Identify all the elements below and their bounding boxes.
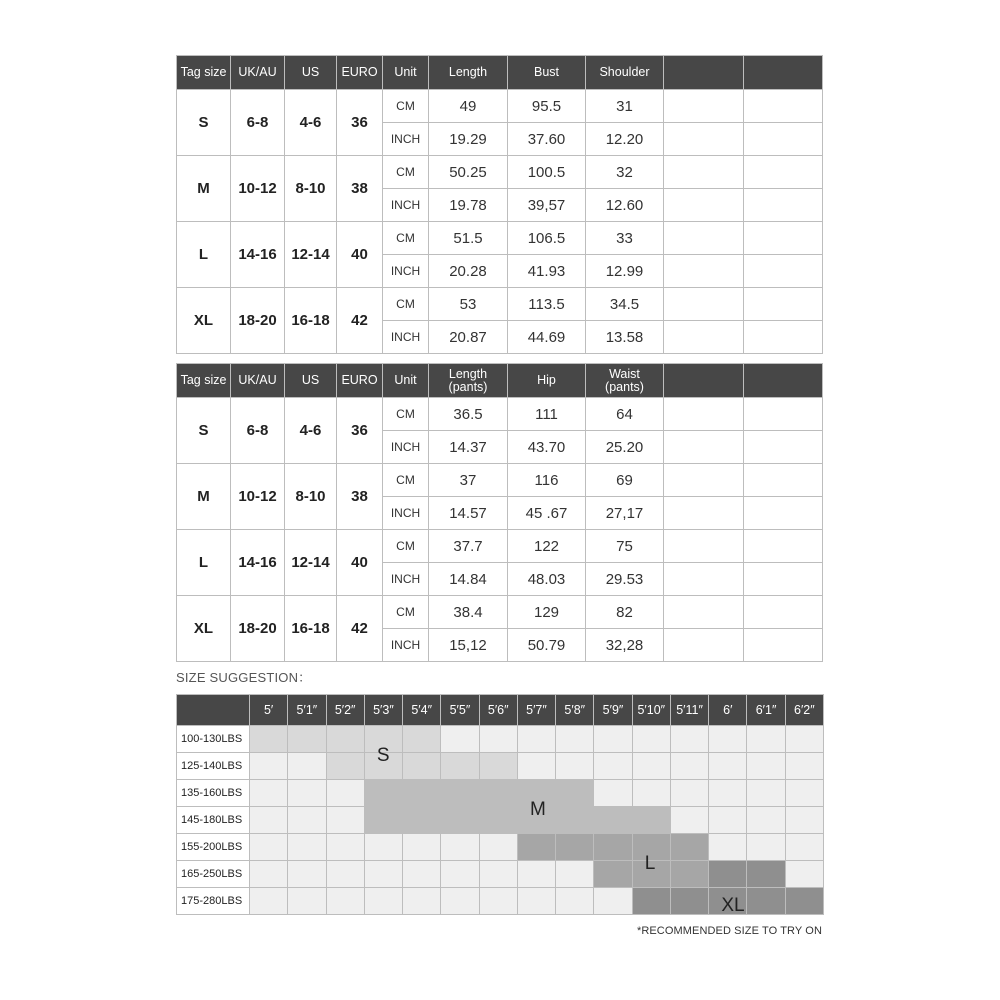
empty-cell <box>744 530 823 563</box>
empty-cell <box>664 530 744 563</box>
size-tag-cell: XL <box>177 288 231 354</box>
grid-cell <box>632 780 670 807</box>
height-header: 5′3″ <box>364 695 402 726</box>
grid-cell <box>785 861 823 888</box>
grid-cell <box>364 888 402 915</box>
grid-cell <box>709 753 747 780</box>
footnote: *RECOMMENDED SIZE TO TRY ON <box>636 925 822 937</box>
grid-cell <box>670 807 708 834</box>
empty-cell <box>664 222 744 255</box>
empty-cell <box>744 90 823 123</box>
column-header: Unit <box>383 56 429 90</box>
measurement-cell: 129 <box>508 596 586 629</box>
height-header: 5′5″ <box>441 695 479 726</box>
unit-cell: INCH <box>383 255 429 288</box>
grid-cell <box>556 888 594 915</box>
size-zone-m-cell <box>403 807 441 834</box>
table-row <box>177 464 823 497</box>
grid-cell <box>479 726 517 753</box>
size-tag-cell: L <box>177 222 231 288</box>
grid-cell <box>326 861 364 888</box>
grid-cell <box>250 888 288 915</box>
height-header: 5′1″ <box>288 695 326 726</box>
size-us-cell: 8-10 <box>285 156 337 222</box>
size-zone-s-cell <box>326 753 364 780</box>
grid-cell <box>709 807 747 834</box>
size-zone-xl-cell <box>785 888 823 915</box>
measurement-cell: 20.28 <box>429 255 508 288</box>
height-header: 6′ <box>709 695 747 726</box>
size-us-cell: 4-6 <box>285 90 337 156</box>
empty-cell <box>744 255 823 288</box>
table-row <box>177 90 823 123</box>
empty-cell <box>664 123 744 156</box>
measurement-cell: 14.37 <box>429 431 508 464</box>
measurement-cell: 51.5 <box>429 222 508 255</box>
empty-cell <box>744 189 823 222</box>
empty-cell <box>664 464 744 497</box>
grid-cell <box>364 861 402 888</box>
column-header <box>664 364 744 398</box>
grid-cell <box>709 834 747 861</box>
grid-cell <box>594 753 632 780</box>
measurement-cell: 20.87 <box>429 321 508 354</box>
empty-cell <box>664 288 744 321</box>
unit-cell: CM <box>383 156 429 189</box>
zone-label-s: S <box>376 745 390 767</box>
measurement-cell: 19.78 <box>429 189 508 222</box>
size-zone-s-cell <box>403 753 441 780</box>
grid-cell <box>288 861 326 888</box>
size-zone-m-cell <box>556 780 594 807</box>
height-header: 5′4″ <box>403 695 441 726</box>
measurement-cell: 95.5 <box>508 90 586 123</box>
measurement-cell: 25.20 <box>586 431 664 464</box>
corner-header <box>177 695 250 726</box>
height-header: 5′7″ <box>517 695 555 726</box>
height-header: 5′2″ <box>326 695 364 726</box>
size-zone-s-cell <box>326 726 364 753</box>
size-tag-cell: S <box>177 90 231 156</box>
grid-cell <box>747 834 785 861</box>
grid-cell <box>747 726 785 753</box>
size-uk-cell: 14-16 <box>231 530 285 596</box>
grid-cell <box>785 726 823 753</box>
column-header: Bust <box>508 56 586 90</box>
measurement-cell: 27,17 <box>586 497 664 530</box>
column-header <box>744 364 823 398</box>
size-zone-m-cell <box>632 807 670 834</box>
weight-label: 125-140LBS <box>177 753 250 780</box>
table-row <box>177 156 823 189</box>
empty-cell <box>744 563 823 596</box>
measurement-cell: 116 <box>508 464 586 497</box>
size-uk-cell: 6-8 <box>231 398 285 464</box>
grid-cell <box>479 888 517 915</box>
empty-cell <box>664 189 744 222</box>
height-header: 5′ <box>250 695 288 726</box>
grid-cell <box>709 726 747 753</box>
grid-cell <box>709 780 747 807</box>
size-zone-xl-cell <box>709 861 747 888</box>
empty-cell <box>744 222 823 255</box>
grid-cell <box>250 834 288 861</box>
empty-cell <box>744 464 823 497</box>
empty-cell <box>664 563 744 596</box>
grid-cell <box>670 780 708 807</box>
size-suggestion-title: SIZE SUGGESTION： <box>176 670 312 685</box>
size-uk-cell: 18-20 <box>231 596 285 662</box>
weight-row <box>177 861 824 888</box>
size-zone-m-cell <box>479 807 517 834</box>
grid-cell <box>556 753 594 780</box>
grid-cell <box>326 834 364 861</box>
measurement-cell: 43.70 <box>508 431 586 464</box>
size-zone-l-cell <box>517 834 555 861</box>
empty-cell <box>744 321 823 354</box>
measurement-cell: 31 <box>586 90 664 123</box>
empty-cell <box>744 123 823 156</box>
size-zone-xl-cell <box>747 861 785 888</box>
measurement-cell: 19.29 <box>429 123 508 156</box>
measurement-cell: 39,57 <box>508 189 586 222</box>
column-header: Hip <box>508 364 586 398</box>
empty-cell <box>664 431 744 464</box>
size-zone-m-cell <box>556 807 594 834</box>
measurement-cell: 113.5 <box>508 288 586 321</box>
measurement-cell: 38.4 <box>429 596 508 629</box>
size-zone-l-cell <box>670 834 708 861</box>
size-zone-s-cell <box>441 753 479 780</box>
column-header: Waist (pants) <box>586 364 664 398</box>
table-row <box>177 596 823 629</box>
grid-cell <box>403 861 441 888</box>
size-zone-xl-cell <box>747 888 785 915</box>
unit-cell: CM <box>383 596 429 629</box>
grid-cell <box>785 834 823 861</box>
table-row <box>177 530 823 563</box>
weight-row <box>177 834 824 861</box>
size-zone-m-cell <box>364 807 402 834</box>
size-euro-cell: 40 <box>337 222 383 288</box>
measurement-cell: 12.20 <box>586 123 664 156</box>
column-header: UK/AU <box>231 364 285 398</box>
weight-row <box>177 807 824 834</box>
unit-cell: CM <box>383 288 429 321</box>
column-header: Tag size <box>177 56 231 90</box>
weight-row <box>177 753 824 780</box>
grid-cell <box>288 780 326 807</box>
weight-label: 135-160LBS <box>177 780 250 807</box>
empty-cell <box>744 431 823 464</box>
column-header: Unit <box>383 364 429 398</box>
height-header: 5′6″ <box>479 695 517 726</box>
size-zone-m-cell <box>441 780 479 807</box>
measurement-cell: 50.25 <box>429 156 508 189</box>
bottom-size-table <box>176 363 823 662</box>
grid-cell <box>594 780 632 807</box>
size-euro-cell: 40 <box>337 530 383 596</box>
grid-cell <box>479 834 517 861</box>
measurement-cell: 13.58 <box>586 321 664 354</box>
unit-cell: INCH <box>383 321 429 354</box>
grid-cell <box>326 780 364 807</box>
grid-cell <box>747 807 785 834</box>
grid-cell <box>441 861 479 888</box>
grid-cell <box>250 753 288 780</box>
measurement-cell: 48.03 <box>508 563 586 596</box>
grid-cell <box>403 834 441 861</box>
grid-cell <box>326 807 364 834</box>
measurement-cell: 34.5 <box>586 288 664 321</box>
grid-cell <box>326 888 364 915</box>
empty-cell <box>744 629 823 662</box>
size-zone-s-cell <box>288 726 326 753</box>
size-zone-m-cell <box>594 807 632 834</box>
zone-label-l: L <box>644 853 656 875</box>
table-row <box>177 222 823 255</box>
height-header: 6′1″ <box>747 695 785 726</box>
size-euro-cell: 38 <box>337 156 383 222</box>
measurement-cell: 45 .67 <box>508 497 586 530</box>
measurement-cell: 37 <box>429 464 508 497</box>
grid-cell <box>785 780 823 807</box>
size-tag-cell: L <box>177 530 231 596</box>
size-zone-s-cell <box>403 726 441 753</box>
measurement-cell: 32 <box>586 156 664 189</box>
grid-cell <box>288 753 326 780</box>
size-uk-cell: 6-8 <box>231 90 285 156</box>
grid-cell <box>479 861 517 888</box>
size-euro-cell: 36 <box>337 90 383 156</box>
size-zone-m-cell <box>403 780 441 807</box>
empty-cell <box>744 156 823 189</box>
weight-label: 155-200LBS <box>177 834 250 861</box>
size-zone-l-cell <box>556 834 594 861</box>
measurement-cell: 111 <box>508 398 586 431</box>
grid-cell <box>250 780 288 807</box>
size-us-cell: 16-18 <box>285 596 337 662</box>
height-header: 5′10″ <box>632 695 670 726</box>
unit-cell: CM <box>383 222 429 255</box>
empty-cell <box>664 90 744 123</box>
measurement-cell: 64 <box>586 398 664 431</box>
size-us-cell: 8-10 <box>285 464 337 530</box>
table-row <box>177 398 823 431</box>
measurement-cell: 44.69 <box>508 321 586 354</box>
size-uk-cell: 14-16 <box>231 222 285 288</box>
size-suggestion-grid <box>176 694 824 915</box>
measurement-cell: 75 <box>586 530 664 563</box>
size-zone-l-cell <box>594 861 632 888</box>
unit-cell: CM <box>383 530 429 563</box>
column-header: US <box>285 56 337 90</box>
grid-cell <box>403 888 441 915</box>
measurement-cell: 106.5 <box>508 222 586 255</box>
height-header: 5′9″ <box>594 695 632 726</box>
size-zone-s-cell <box>250 726 288 753</box>
grid-cell <box>288 888 326 915</box>
zone-label-xl: XL <box>721 895 745 917</box>
measurement-cell: 37.7 <box>429 530 508 563</box>
grid-cell <box>594 888 632 915</box>
grid-cell <box>556 726 594 753</box>
size-us-cell: 16-18 <box>285 288 337 354</box>
measurement-cell: 36.5 <box>429 398 508 431</box>
grid-cell <box>288 834 326 861</box>
size-zone-xl-cell <box>632 888 670 915</box>
grid-cell <box>785 753 823 780</box>
size-uk-cell: 10-12 <box>231 464 285 530</box>
unit-cell: INCH <box>383 123 429 156</box>
unit-cell: CM <box>383 398 429 431</box>
grid-cell <box>556 861 594 888</box>
unit-cell: CM <box>383 90 429 123</box>
height-header: 6′2″ <box>785 695 823 726</box>
grid-cell <box>441 888 479 915</box>
column-header <box>744 56 823 90</box>
grid-cell <box>250 861 288 888</box>
weight-label: 145-180LBS <box>177 807 250 834</box>
zone-label-m: M <box>530 799 546 821</box>
measurement-cell: 49 <box>429 90 508 123</box>
measurement-cell: 37.60 <box>508 123 586 156</box>
measurement-cell: 15,12 <box>429 629 508 662</box>
unit-cell: INCH <box>383 189 429 222</box>
size-tag-cell: S <box>177 398 231 464</box>
grid-cell <box>250 807 288 834</box>
measurement-cell: 69 <box>586 464 664 497</box>
empty-cell <box>664 321 744 354</box>
column-header: Length <box>429 56 508 90</box>
measurement-cell: 33 <box>586 222 664 255</box>
size-euro-cell: 42 <box>337 288 383 354</box>
size-tag-cell: M <box>177 156 231 222</box>
grid-cell <box>785 807 823 834</box>
size-tag-cell: M <box>177 464 231 530</box>
height-header: 5′8″ <box>556 695 594 726</box>
size-us-cell: 4-6 <box>285 398 337 464</box>
grid-cell <box>517 753 555 780</box>
column-header: EURO <box>337 56 383 90</box>
grid-cell <box>288 807 326 834</box>
measurement-cell: 50.79 <box>508 629 586 662</box>
column-header: Tag size <box>177 364 231 398</box>
weight-row <box>177 726 824 753</box>
empty-cell <box>664 255 744 288</box>
grid-cell <box>441 834 479 861</box>
size-us-cell: 12-14 <box>285 530 337 596</box>
weight-row <box>177 780 824 807</box>
empty-cell <box>744 398 823 431</box>
empty-cell <box>664 629 744 662</box>
weight-label: 175-280LBS <box>177 888 250 915</box>
column-header: Length (pants) <box>429 364 508 398</box>
unit-cell: INCH <box>383 431 429 464</box>
grid-cell <box>670 726 708 753</box>
grid-cell <box>441 726 479 753</box>
column-header: Shoulder <box>586 56 664 90</box>
size-euro-cell: 42 <box>337 596 383 662</box>
top-size-table <box>176 55 823 354</box>
unit-cell: INCH <box>383 563 429 596</box>
height-header: 5′11″ <box>670 695 708 726</box>
size-tag-cell: XL <box>177 596 231 662</box>
size-zone-l-cell <box>670 861 708 888</box>
measurement-cell: 29.53 <box>586 563 664 596</box>
measurement-cell: 53 <box>429 288 508 321</box>
column-header: US <box>285 364 337 398</box>
measurement-cell: 14.84 <box>429 563 508 596</box>
size-zone-m-cell <box>364 780 402 807</box>
grid-cell <box>632 753 670 780</box>
empty-cell <box>664 398 744 431</box>
grid-cell <box>517 726 555 753</box>
size-zone-m-cell <box>441 807 479 834</box>
unit-cell: CM <box>383 464 429 497</box>
measurement-cell: 100.5 <box>508 156 586 189</box>
weight-label: 165-250LBS <box>177 861 250 888</box>
column-header <box>664 56 744 90</box>
size-euro-cell: 36 <box>337 398 383 464</box>
measurement-cell: 12.60 <box>586 189 664 222</box>
measurement-cell: 122 <box>508 530 586 563</box>
size-zone-l-cell <box>594 834 632 861</box>
measurement-cell: 12.99 <box>586 255 664 288</box>
measurement-cell: 32,28 <box>586 629 664 662</box>
measurement-cell: 82 <box>586 596 664 629</box>
grid-cell <box>747 780 785 807</box>
empty-cell <box>664 497 744 530</box>
weight-label: 100-130LBS <box>177 726 250 753</box>
grid-cell <box>594 726 632 753</box>
empty-cell <box>744 288 823 321</box>
grid-cell <box>670 753 708 780</box>
column-header: EURO <box>337 364 383 398</box>
grid-cell <box>364 834 402 861</box>
empty-cell <box>664 156 744 189</box>
size-us-cell: 12-14 <box>285 222 337 288</box>
size-euro-cell: 38 <box>337 464 383 530</box>
column-header: UK/AU <box>231 56 285 90</box>
measurement-cell: 41.93 <box>508 255 586 288</box>
empty-cell <box>744 497 823 530</box>
size-zone-s-cell <box>479 753 517 780</box>
empty-cell <box>744 596 823 629</box>
size-zone-xl-cell <box>670 888 708 915</box>
unit-cell: INCH <box>383 629 429 662</box>
table-row <box>177 288 823 321</box>
grid-cell <box>517 861 555 888</box>
size-zone-m-cell <box>479 780 517 807</box>
empty-cell <box>664 596 744 629</box>
measurement-cell: 14.57 <box>429 497 508 530</box>
grid-cell <box>517 888 555 915</box>
grid-cell <box>747 753 785 780</box>
size-uk-cell: 10-12 <box>231 156 285 222</box>
size-uk-cell: 18-20 <box>231 288 285 354</box>
unit-cell: INCH <box>383 497 429 530</box>
grid-cell <box>632 726 670 753</box>
